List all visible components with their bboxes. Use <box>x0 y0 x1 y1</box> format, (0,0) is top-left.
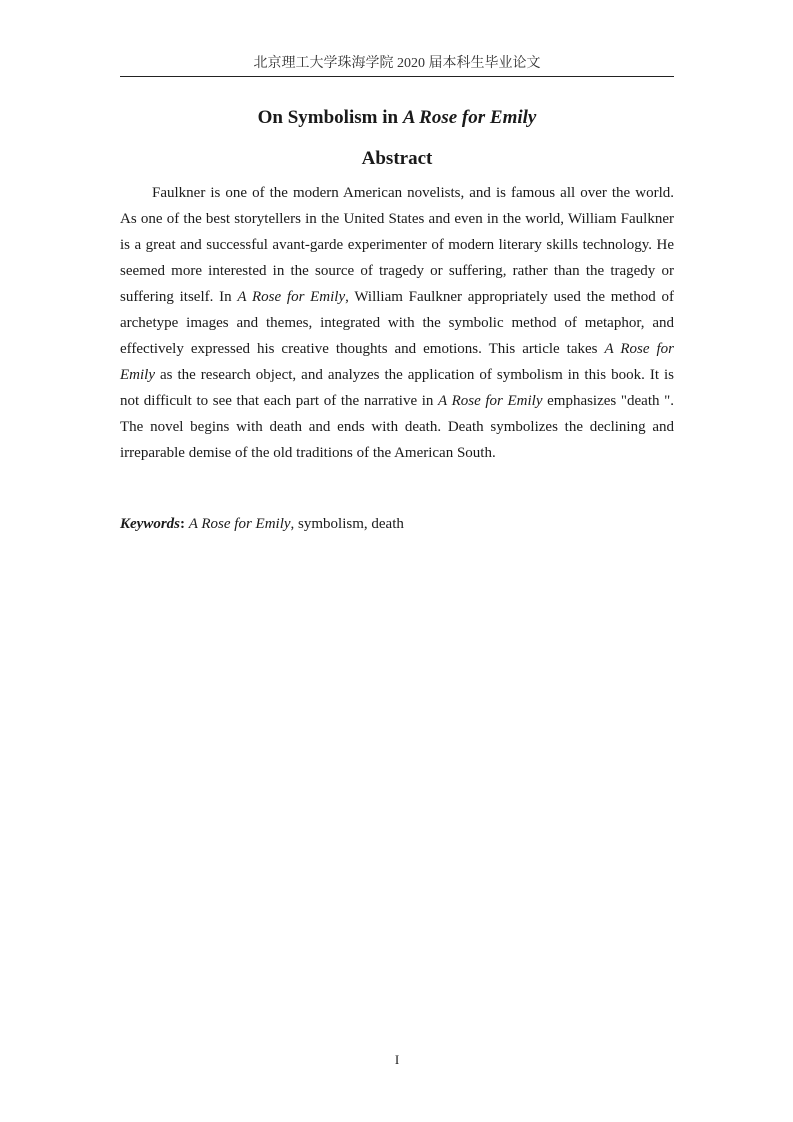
page-number: I <box>394 1052 400 1067</box>
keyword-work: A Rose for Emily <box>188 516 291 532</box>
abstract-text-1: Faulkner is one of the modern American novelists, and is famous all over the world. As one of the best storytellers in the United States and even in the world, William Faulkner is a great and successful avant-garde experimenter of modern literary skills technology. He seemed more interested in the source of tragedy or suffering, rather than the tragedy or suffering itself. In <box>120 185 674 305</box>
abstract-paragraph <box>120 180 674 466</box>
keywords-label: Keywords <box>120 516 180 532</box>
keywords-rest: , symbolism, death <box>290 516 404 532</box>
abstract-text-3: as the research object, and analyzes the application of symbolism in this book. It is not difficult to see that each part of the narrative in <box>120 367 674 409</box>
keywords-colon: : <box>180 516 189 532</box>
abstract-italic-3: A Rose for Emily <box>438 393 543 409</box>
abstract-heading: Abstract <box>361 148 433 169</box>
abstract-italic-1: A Rose for Emily <box>237 289 346 305</box>
title-prefix: On Symbolism in <box>257 107 403 128</box>
paper-title <box>120 106 674 130</box>
running-header: 北京理工大学珠海学院 2020 届本科生毕业论文 <box>253 56 541 71</box>
abstract-italic-2: A Rose for Emily <box>120 341 674 383</box>
keywords-line <box>120 511 674 537</box>
abstract-text-2: , William Faulkner appropriately used the method of archetype images and themes, integrated with the symbolic method of metaphor, and effectively expressed his creative thoughts and emotions. This article takes <box>120 289 674 357</box>
title-work: A Rose for Emily <box>402 107 537 128</box>
header-rule <box>120 76 674 77</box>
abstract-text-4: emphasizes "death ". The novel begins with death and ends with death. Death symbolizes the declining and irreparable demise of the old traditions of the American South. <box>120 393 674 461</box>
